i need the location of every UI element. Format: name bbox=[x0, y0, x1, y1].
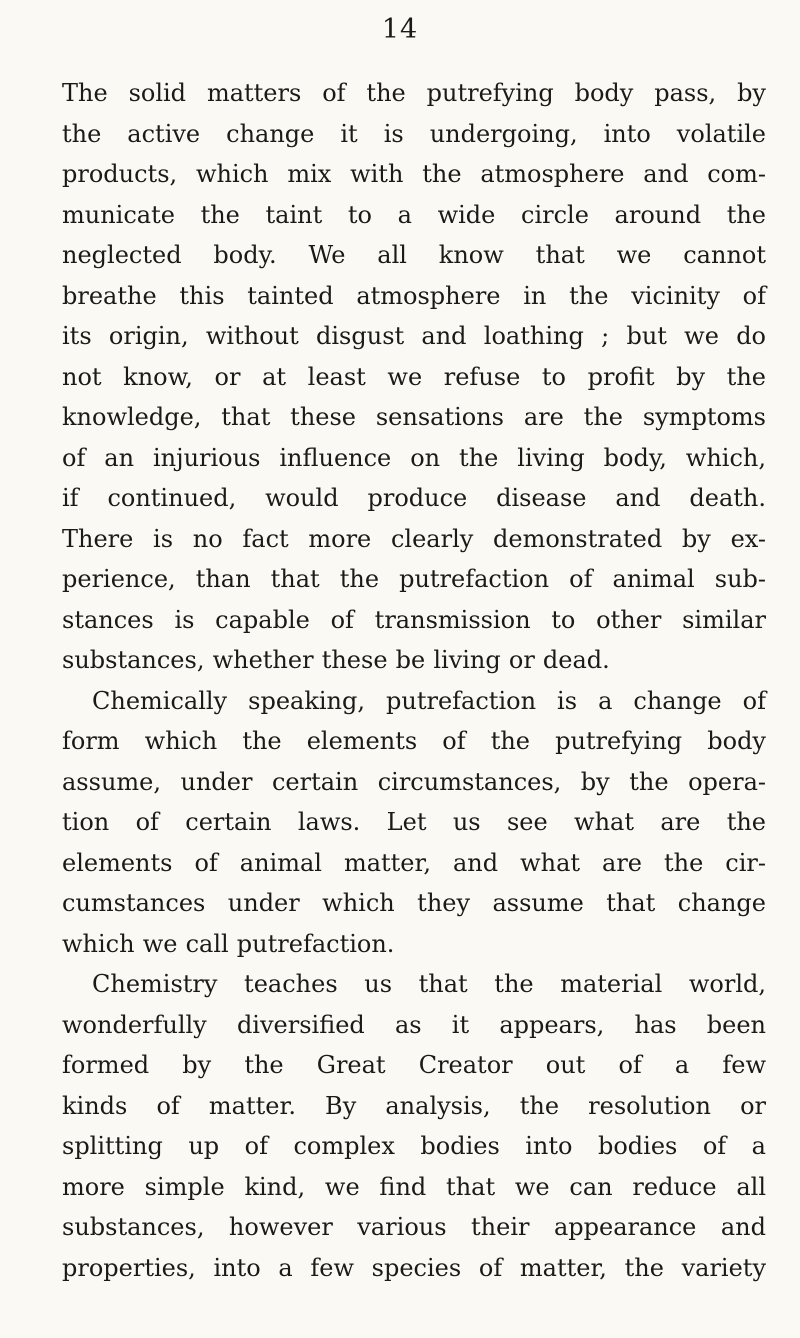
text-line: kinds of matter. By analysis, the resolution or bbox=[62, 1091, 766, 1120]
text-line: products, which mix with the atmosphere and com- bbox=[62, 160, 766, 188]
text-line: tion of certain laws. Let us see what are the bbox=[62, 808, 766, 836]
text-line: assume, under certain circumstances, by the opera- bbox=[62, 767, 766, 796]
text-line: substances, whether these be living or dead. bbox=[62, 646, 610, 674]
text-line: cumstances under which they assume that change bbox=[62, 889, 766, 917]
text-line: neglected body. We all know that we cannot bbox=[62, 241, 766, 269]
text-line: The solid matters of the putrefying body pass, by bbox=[62, 79, 766, 107]
text-line: There is no fact more clearly demonstrated by ex- bbox=[62, 524, 766, 553]
text-line: its origin, without disgust and loathing ; but we do bbox=[62, 322, 766, 350]
text-line: of an injurious influence on the living body, which, bbox=[62, 443, 766, 472]
text-line: form which the elements of the putrefying body bbox=[62, 727, 766, 755]
text-line: substances, however various their appearance and bbox=[62, 1213, 766, 1241]
text-line: splitting up of complex bodies into bodies of a bbox=[62, 1132, 766, 1160]
text-line: the active change it is undergoing, into volatile bbox=[62, 119, 766, 148]
text-line: knowledge, that these sensations are the symptoms bbox=[62, 403, 766, 431]
text-line: if continued, would produce disease and death. bbox=[62, 484, 766, 512]
body-text bbox=[62, 73, 766, 1288]
text-line: Chemistry teaches us that the material world, bbox=[92, 970, 766, 998]
text-line: breathe this tainted atmosphere in the vicinity of bbox=[62, 281, 766, 310]
text-line: perience, than that the putrefaction of animal sub- bbox=[62, 565, 766, 593]
text-line: stances is capable of transmission to other similar bbox=[62, 605, 766, 634]
text-line: more simple kind, we find that we can reduce all bbox=[62, 1172, 766, 1201]
text-line: formed by the Great Creator out of a few bbox=[62, 1051, 766, 1079]
text-line: elements of animal matter, and what are the cir- bbox=[62, 848, 766, 877]
text-line: municate the taint to a wide circle around the bbox=[62, 200, 766, 229]
text-line: wonderfully diversified as it appears, has been bbox=[62, 1010, 766, 1039]
text-line: which we call putrefaction. bbox=[62, 929, 395, 958]
page-number: 14 bbox=[381, 14, 419, 45]
text-line: Chemically speaking, putrefaction is a change of bbox=[92, 686, 766, 715]
text-line: properties, into a few species of matter, the variety bbox=[62, 1253, 766, 1282]
text-line: not know, or at least we refuse to profit by the bbox=[62, 362, 766, 391]
